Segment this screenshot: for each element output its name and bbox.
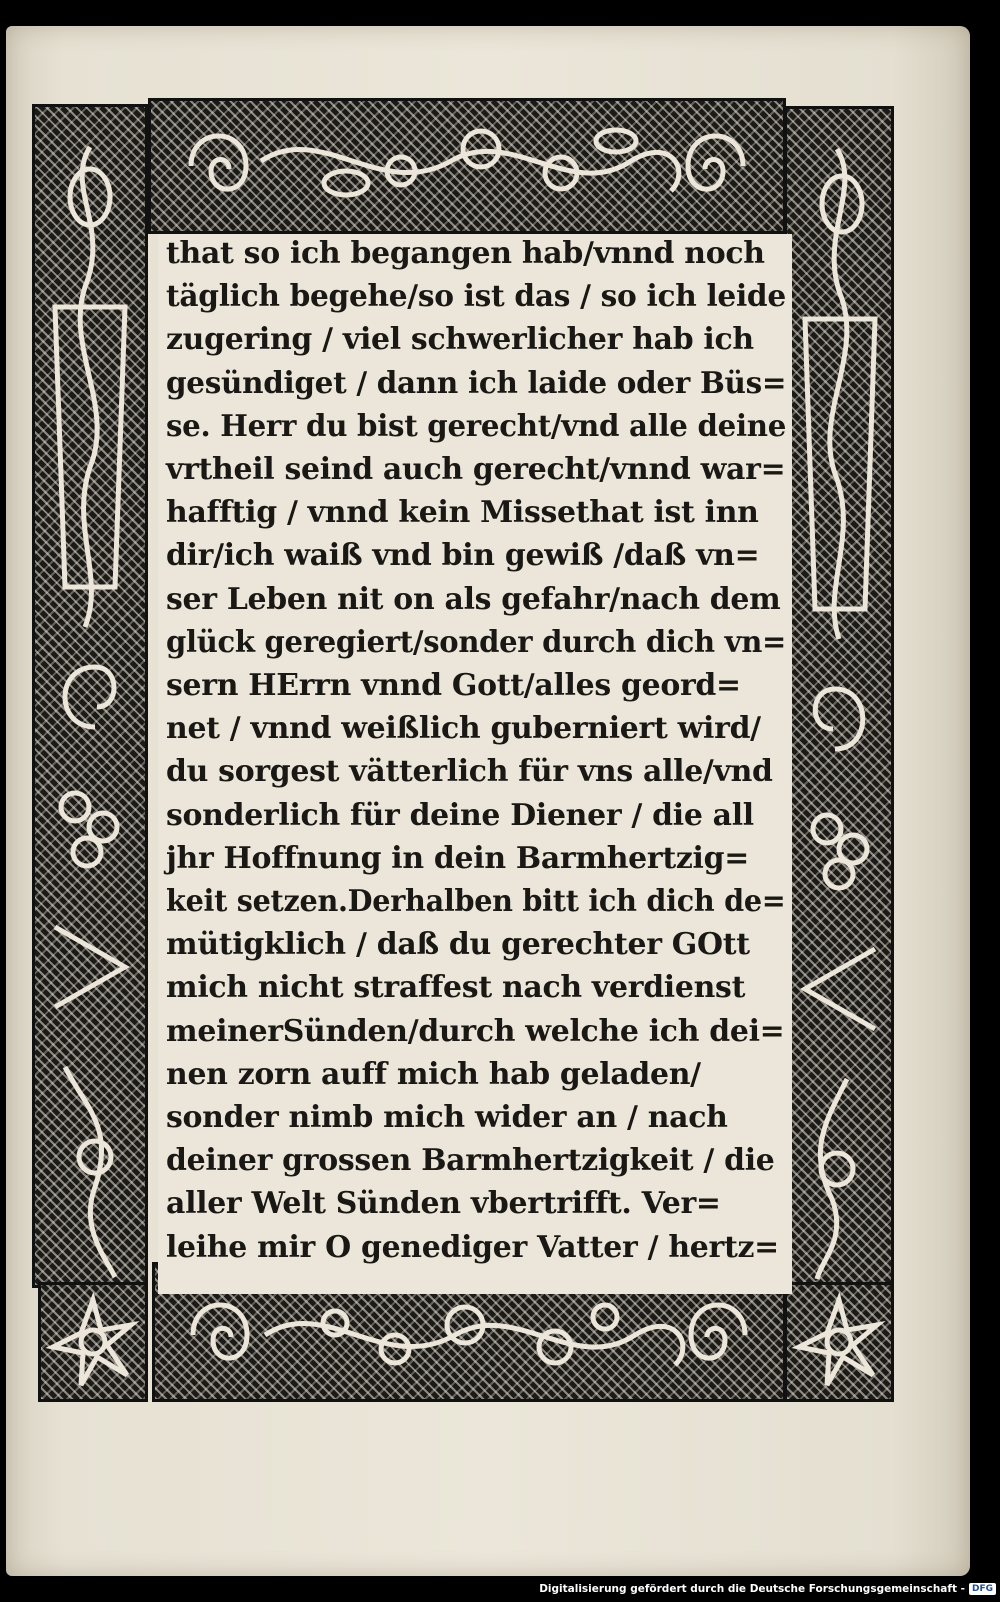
top-ornament-pattern — [151, 101, 783, 231]
text-block — [158, 234, 792, 1294]
right-ornament-border — [784, 106, 894, 1288]
text-line: keit setzen.Derhalben bitt ich dich de= — [166, 884, 786, 919]
text-line: jhr Hoffnung in dein Barmhertzig= — [166, 840, 749, 876]
text-line: nen zorn auff mich hab geladen/ — [166, 1056, 701, 1092]
footer-credit — [539, 1578, 996, 1600]
text-line: vrtheil seind auch gerecht/vnnd war= — [166, 452, 786, 487]
text-line: sonderlich für deine Diener / die all — [166, 797, 754, 833]
text-line: se. Herr du bist gerecht/vnd alle deine — [166, 408, 787, 444]
bottom-left-rosette — [38, 1282, 148, 1402]
text-line: glück geregiert/sonder durch dich vn= — [166, 624, 787, 660]
text-line: sonder nimb mich wider an / nach — [166, 1100, 728, 1135]
text-line: zugering / viel schwerlicher hab ich — [166, 322, 754, 358]
rosette-icon — [787, 1285, 891, 1399]
bottom-right-rosette — [784, 1282, 894, 1402]
dfg-logo: DFG — [969, 1583, 996, 1595]
text-line: meinerSünden/durch welche ich dei= — [166, 1013, 785, 1049]
book-page — [6, 26, 970, 1576]
text-line: täglich begehe/so ist das / so ich leide — [166, 279, 786, 315]
text-line: deiner grossen Barmhertzigkeit / die — [166, 1143, 775, 1179]
text-line: mütigklich / daß du gerechter GOtt — [166, 927, 750, 963]
text-line: leihe mir O genediger Vatter / hertz= — [166, 1229, 779, 1265]
text-line: du sorgest vätterlich für vns alle/vnd — [166, 754, 773, 790]
text-line: that so ich begangen hab/vnnd noch — [166, 236, 765, 271]
left-ornament-border — [32, 104, 148, 1288]
footer-credit-text: Digitalisierung gefördert durch die Deutsche Forschungsgemeinschaft - — [539, 1583, 965, 1595]
text-line: dir/ich waiß vnd bin gewiß /daß vn= — [166, 538, 760, 574]
top-ornament-border — [148, 98, 786, 234]
text-line: hafftig / vnnd kein Missethat ist inn — [166, 495, 759, 531]
text-line: net / vnnd weißlich guberniert wird/ — [166, 711, 761, 747]
text-line: gesündiget / dann ich laide oder Büs= — [166, 365, 787, 401]
text-line: mich nicht straffest nach verdienst — [166, 970, 746, 1006]
text-line: aller Welt Sünden vbertrifft. Ver= — [166, 1186, 721, 1222]
rosette-icon — [41, 1285, 145, 1399]
right-ornament-pattern — [787, 109, 891, 1285]
left-ornament-pattern — [35, 107, 145, 1285]
text-line: sern HErrn vnnd Gott/alles geord= — [166, 668, 741, 703]
text-line: ser Leben nit on als gefahr/nach dem — [166, 581, 781, 617]
